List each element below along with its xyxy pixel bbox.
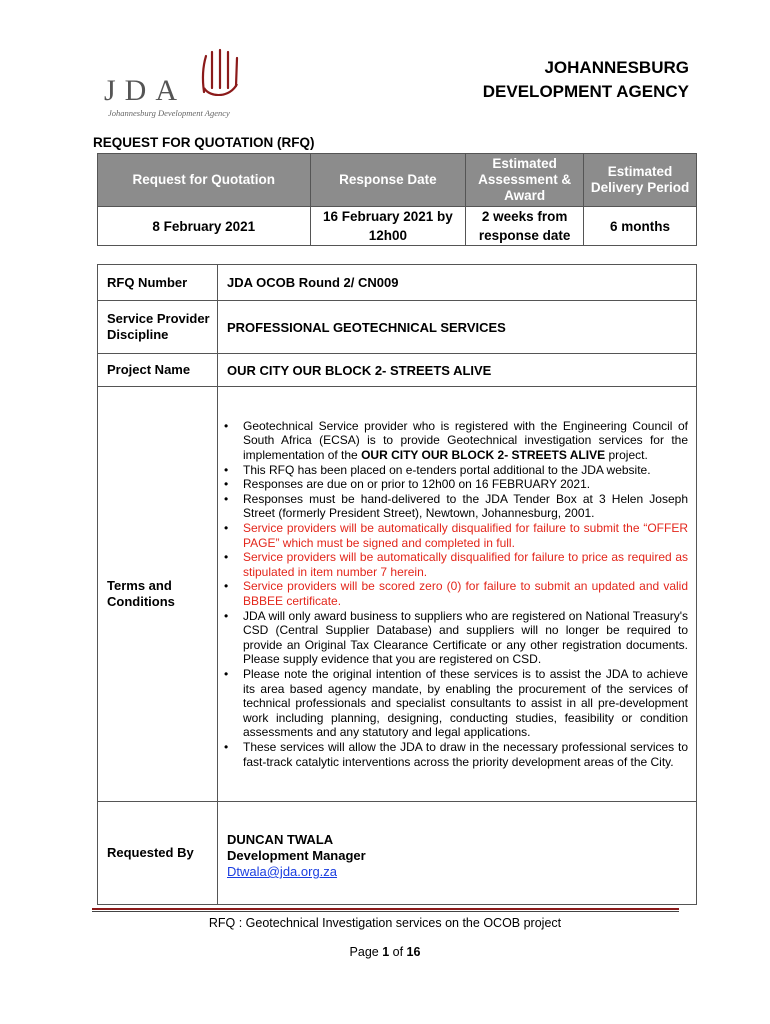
requester-name: DUNCAN TWALA bbox=[227, 832, 334, 847]
list-item-warning: • Service providers will be automatically disqualified for failure to submit the “OFFER PAGE” which must be signed and completed in full. bbox=[218, 521, 688, 550]
requester-cell bbox=[218, 802, 697, 905]
value-cell: 2 weeks from response date bbox=[466, 207, 584, 246]
footer-rule-thin bbox=[92, 911, 679, 912]
term-text: project. bbox=[605, 448, 648, 463]
org-line-1: JOHANNESBURG bbox=[544, 58, 689, 77]
list-item bbox=[218, 419, 688, 463]
page-number bbox=[0, 945, 770, 959]
requester-email-link[interactable]: Dtwala@jda.org.za bbox=[227, 864, 338, 879]
terms-cell bbox=[218, 387, 697, 802]
table-row bbox=[98, 354, 697, 387]
org-line-2: DEVELOPMENT AGENCY bbox=[482, 82, 689, 101]
footer-rule bbox=[92, 908, 679, 910]
header-cell: Estimated Assessment & Award bbox=[466, 154, 584, 207]
logo-letters: JDA bbox=[104, 74, 187, 107]
table-row bbox=[98, 301, 697, 354]
list-item: • Responses are due on or prior to 12h00 on 16 FEBRUARY 2021. bbox=[218, 477, 688, 492]
header-cell: Request for Quotation bbox=[98, 154, 311, 207]
page-total: 16 bbox=[406, 945, 421, 959]
list-item: • This RFQ has been placed on e-tenders portal additional to the JDA website. bbox=[218, 463, 688, 478]
term-text: Geotechnical Service provider who is registered with the Engineering Council of South Africa (ECSA) is to provide Geotechnical investigation services for the implementation of the bbox=[243, 418, 688, 463]
terms-label: Terms and Conditions bbox=[98, 387, 218, 802]
value-cell: 8 February 2021 bbox=[98, 207, 311, 246]
discipline-value: PROFESSIONAL GEOTECHNICAL SERVICES bbox=[218, 301, 697, 354]
summary-table bbox=[97, 153, 697, 246]
details-table bbox=[97, 264, 697, 905]
header-cell: Response Date bbox=[310, 154, 466, 207]
requester-title: Development Manager bbox=[227, 848, 366, 863]
list-item-warning: • Service providers will be automatically disqualified for failure to price as required as stipulated in item number 7 herein. bbox=[218, 550, 688, 579]
list-item: • Please note the original intention of these services is to assist the JDA to achieve its area based agency mandate, by enabling the procurement of the services of technical professionals and specialist consultants to assist in all pre-development work including planning, designing, conducting studies, feasibility or condition assessments and any statutory and legal applications. bbox=[218, 667, 688, 740]
page-prefix: Page bbox=[349, 945, 383, 959]
jda-logo bbox=[100, 48, 250, 120]
table-row bbox=[98, 387, 697, 802]
footer-caption: RFQ : Geotechnical Investigation services on the OCOB project bbox=[208, 916, 562, 930]
value-cell: 16 February 2021 by 12h00 bbox=[310, 207, 466, 246]
hand-icon bbox=[200, 48, 240, 96]
project-name: OUR CITY OUR BLOCK 2- STREETS ALIVE bbox=[218, 354, 697, 387]
rfq-number: JDA OCOB Round 2/ CN009 bbox=[218, 265, 697, 301]
discipline-label: Service Provider Discipline bbox=[98, 301, 218, 354]
rfq-heading: REQUEST FOR QUOTATION (RFQ) bbox=[93, 135, 315, 150]
list-item-warning: • Service providers will be scored zero (0) for failure to submit an updated and valid BBBEE certificate. bbox=[218, 579, 688, 608]
list-item: • Responses must be hand-delivered to the JDA Tender Box at 3 Helen Joseph Street (formerly President Street), Newtown, Johannesburg, 2001. bbox=[218, 492, 688, 521]
list-item: • JDA will only award business to suppliers who are registered on National Treasury's CSD (Central Supplier Database) and suppliers will no longer be required to provide an Original Tax Clearance Certificate or any other registration documents. Please supply evidence that you are registered on CSD. bbox=[218, 609, 688, 667]
organization-name bbox=[483, 56, 689, 104]
term-project-name: OUR CITY OUR BLOCK 2- STREETS ALIVE bbox=[361, 448, 606, 463]
summary-header-row bbox=[98, 154, 697, 207]
rfq-number-label: RFQ Number bbox=[98, 265, 218, 301]
requested-by-label: Requested By bbox=[98, 802, 218, 905]
project-name-label: Project Name bbox=[98, 354, 218, 387]
summary-value-row bbox=[98, 207, 697, 246]
table-row bbox=[98, 802, 697, 905]
header-cell: Estimated Delivery Period bbox=[584, 154, 697, 207]
terms-list bbox=[218, 419, 688, 769]
page-current: 1 bbox=[382, 945, 390, 959]
logo-subtitle: Johannesburg Development Agency bbox=[108, 108, 230, 118]
table-row bbox=[98, 265, 697, 301]
list-item: • These services will allow the JDA to draw in the necessary professional services to fast-track catalytic interventions across the priority development areas of the City. bbox=[218, 740, 688, 769]
page-mid: of bbox=[389, 945, 407, 959]
value-cell: 6 months bbox=[584, 207, 697, 246]
